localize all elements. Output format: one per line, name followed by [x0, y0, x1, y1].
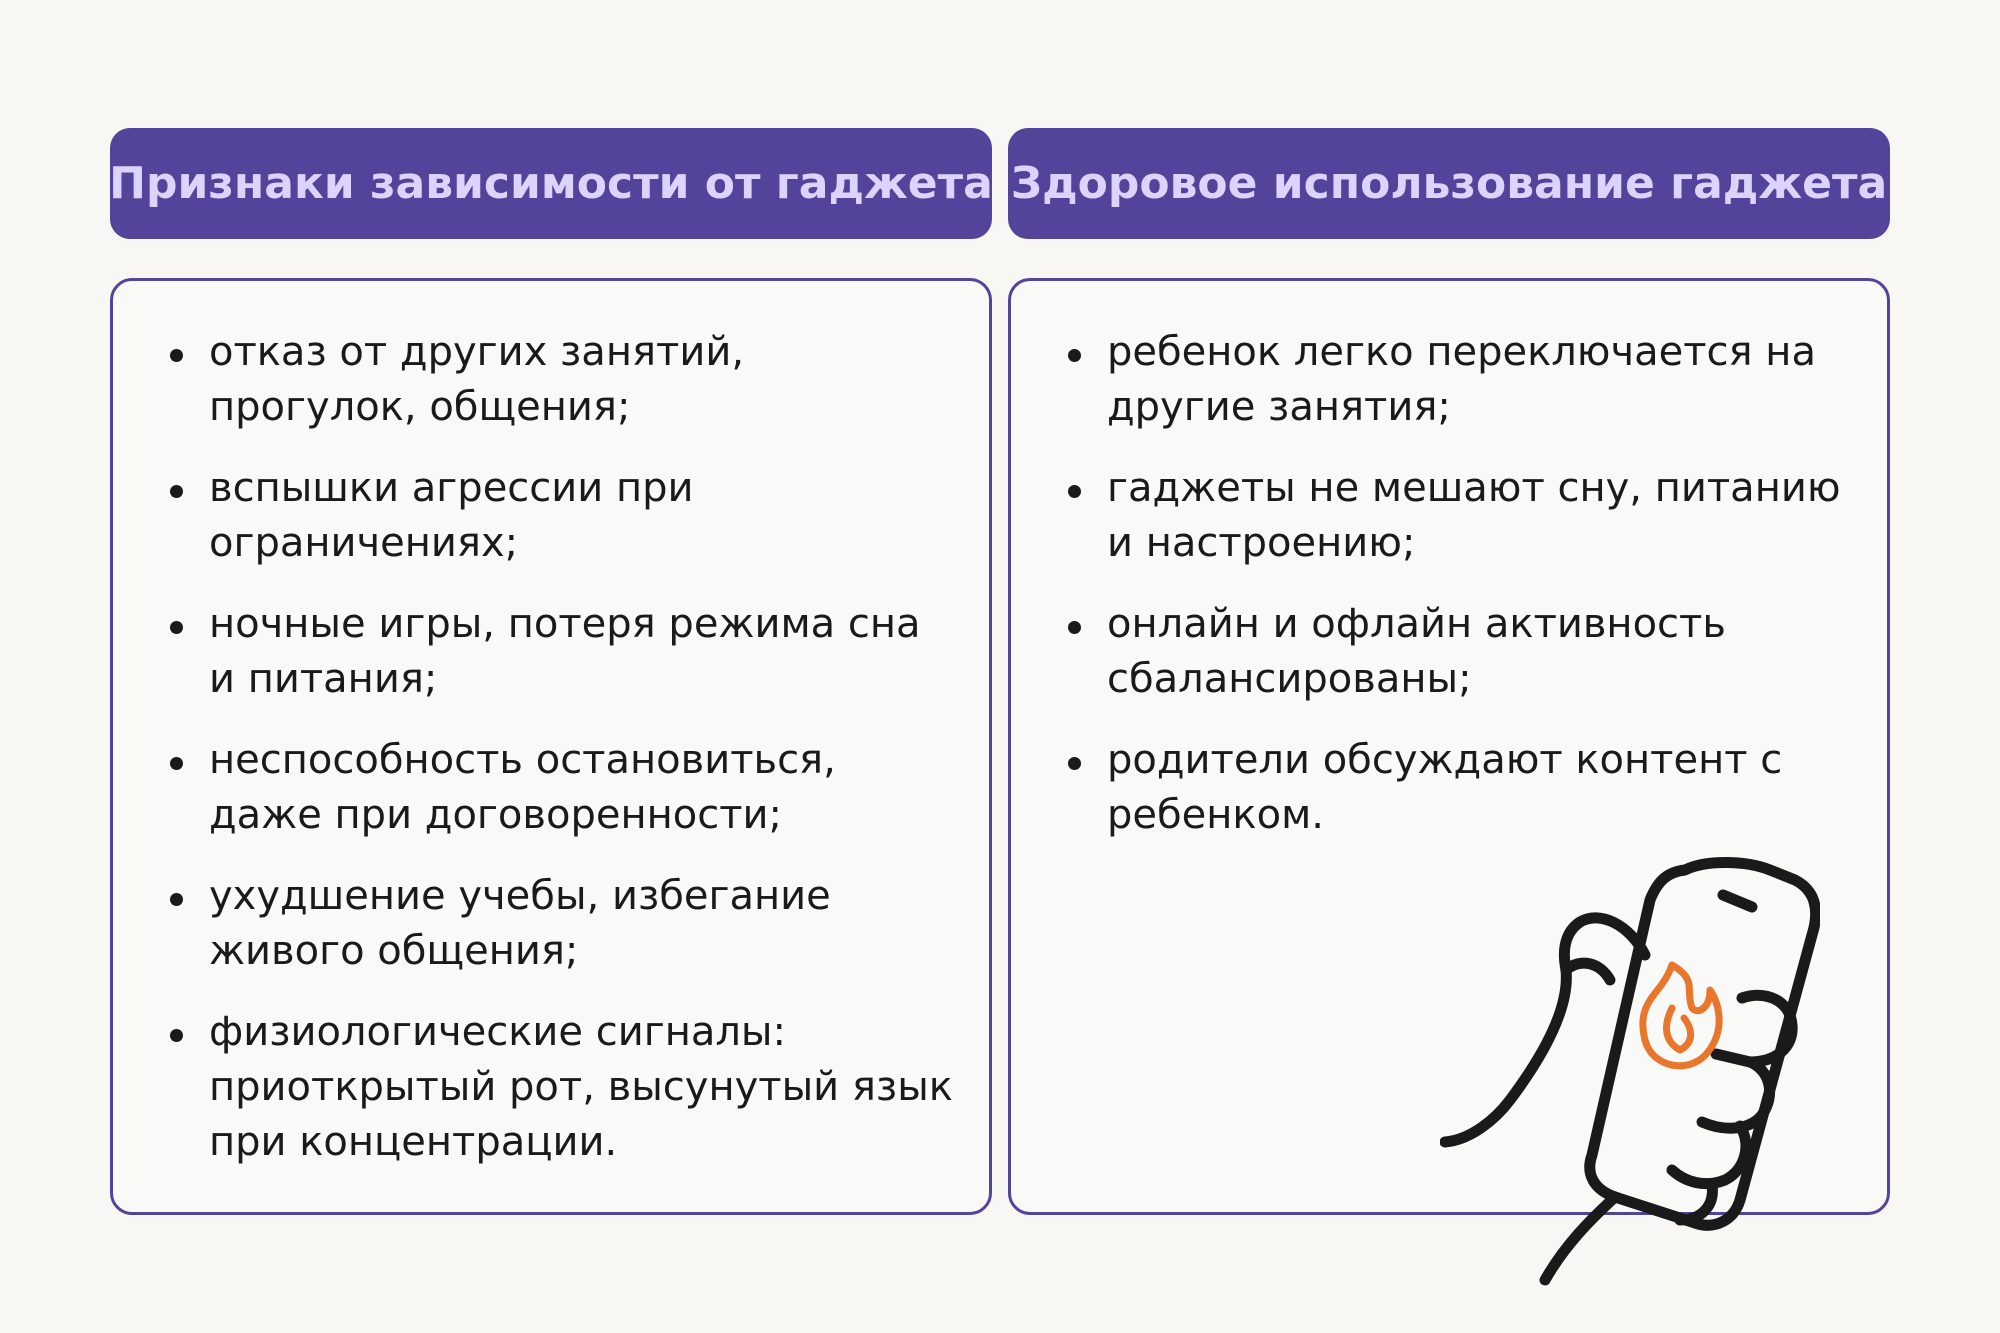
list-item: ребенок легко переключается на другие занятия; [1107, 325, 1857, 435]
header-healthy-use-title: Здоровое использование гаджета [1010, 158, 1888, 209]
list-item: ночные игры, потеря режима сна и питания; [209, 597, 959, 707]
list-item: физиологические сигналы: приоткрытый рот, высунутый язык при концентрации. [209, 1005, 959, 1170]
list-item: онлайн и офлайн активность сбалансированы; [1107, 597, 1857, 707]
list-item: родители обсуждают контент с ребенком. [1107, 733, 1857, 843]
hand-holding-phone-icon [1440, 840, 1820, 1290]
header-healthy-use [1008, 128, 1890, 239]
list-item: отказ от других занятий, прогулок, общения; [209, 325, 959, 435]
list-item: ухудшение учебы, избегание живого общения; [209, 869, 959, 979]
list-item: вспышки агрессии при ограничениях; [209, 461, 959, 571]
list-item: гаджеты не мешают сну, питанию и настроению; [1107, 461, 1857, 571]
header-dependency-signs [110, 128, 992, 239]
dependency-signs-panel [110, 278, 992, 1215]
dependency-signs-list [209, 325, 959, 1196]
list-item: неспособность остановиться, даже при договоренности; [209, 733, 959, 843]
header-dependency-signs-title: Признаки зависимости от гаджета [109, 158, 993, 209]
healthy-use-list [1107, 325, 1857, 869]
